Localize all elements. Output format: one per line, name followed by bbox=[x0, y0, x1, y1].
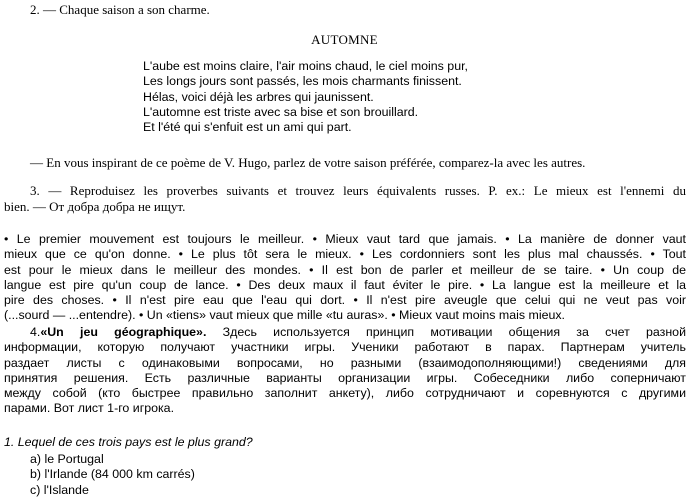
exercise-4-line: информации, которую получают участники игры. Ученики работают в парах. Партнерам учитель bbox=[4, 340, 686, 355]
proverbs-line: (...sourd — ...entendre). • Un «tiens» vaut mieux que mille «tu auras». • Mieux vaut moins mais mieux. bbox=[4, 308, 565, 323]
exercise-4-line: парами. Вот лист 1-го игрока. bbox=[4, 401, 175, 416]
exercise-3-line: 3. — Reproduisez les proverbes suivants et trouvez leurs équivalents russes. P. ex.: Le mieux est l'ennemi du bbox=[30, 183, 686, 198]
exercise-4-text: Здесь используется принцип мотивации общения за счет разной bbox=[222, 325, 686, 339]
exercise-2-task: — En vous inspirant de ce poème de V. Hugo, parlez de votre saison préférée, comparez-la avec les autres. bbox=[30, 155, 586, 170]
proverbs-list bbox=[4, 232, 686, 324]
answer-options bbox=[30, 452, 195, 498]
answer-option: c) l'Islande bbox=[30, 482, 89, 497]
proverbs-line: langue est pire qu'un coup de lance. • Des deux maux il faut éviter le pire. • La langue est la meilleure et la bbox=[4, 277, 686, 292]
question-1: 1. Lequel de ces trois pays est le plus grand? bbox=[4, 435, 253, 449]
exercise-4-line bbox=[4, 325, 686, 340]
poem bbox=[143, 59, 468, 135]
proverbs-line: pire des choses. • Il n'est pire eau que l'eau qui dort. • Il n'est pire aveugle que celui qui ne veut pas voir bbox=[4, 293, 686, 308]
poem-line: Et l'été qui s'enfuit est un ami qui part. bbox=[143, 120, 352, 135]
exercise-4-title: «Un jeu géographique». bbox=[40, 325, 207, 339]
poem-line: L'automne est triste avec sa bise et son brouillard. bbox=[143, 104, 419, 119]
proverbs-line: est pour le mieux dans le meilleur des mondes. • Il est bon de parler et meilleur de se taire. • Un coup de bbox=[4, 262, 686, 277]
exercise-4-number: 4. bbox=[30, 325, 41, 339]
answer-option: a) le Portugal bbox=[30, 452, 104, 466]
exercise-4-line: раздает листы с одинаковыми вопросами, но разными (взаимодополняющими!) сведениями для bbox=[4, 355, 686, 370]
exercise-2-heading: 2. — Chaque saison a son charme. bbox=[30, 2, 210, 17]
proverbs-line: • Le premier mouvement est toujours le meilleur. • Mieux vaut tard que jamais. • La manière de donner vaut bbox=[4, 232, 686, 246]
answer-option: b) l'Irlande (84 000 km carrés) bbox=[30, 467, 195, 482]
exercise-4-line: между собой (кто быстрее правильно заполнит анкету), либо сотрудничают и соревнуются с другими bbox=[4, 386, 686, 401]
poem-line: Hélas, voici déjà les arbres qui jaunissent. bbox=[143, 89, 374, 104]
poem-line: L'aube est moins claire, l'air moins chaud, le ciel moins pur, bbox=[143, 59, 468, 73]
poem-line: Les longs jours sont passés, les mois charmants finissent. bbox=[143, 74, 462, 89]
proverbs-line: mieux que ce qu'on donne. • Le plus tôt sera le mieux. • Les cordonniers sont les plus mal chaussés. • Tout bbox=[4, 247, 686, 262]
exercise-3-line: bien. — От добра добра не ищут. bbox=[4, 199, 186, 214]
exercise-4 bbox=[4, 325, 686, 417]
poem-title: AUTOMNE bbox=[311, 32, 378, 47]
exercise-4-line: принятия решения. Есть различные варианты организации игры. Собеседники либо соперничают bbox=[4, 370, 686, 385]
exercise-3 bbox=[4, 183, 686, 215]
